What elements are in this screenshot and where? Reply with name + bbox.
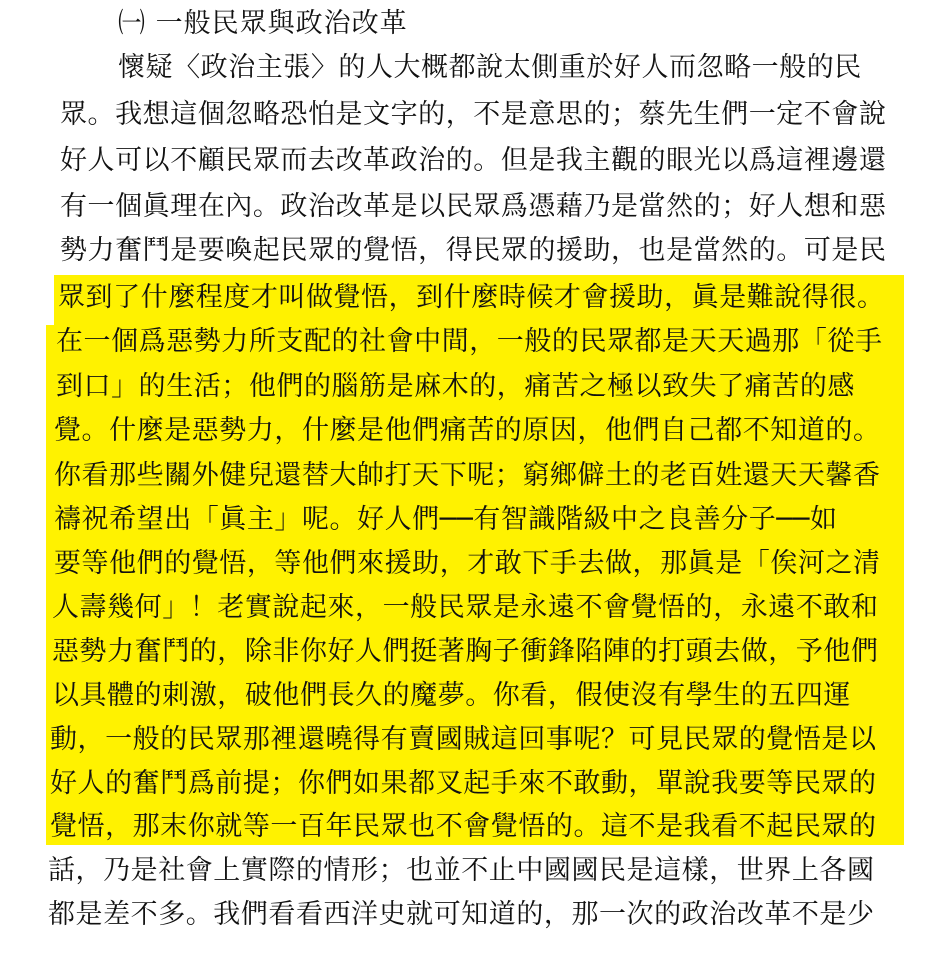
paragraph-line: 人壽幾何」！老實說起來，一般民眾是永遠不會覺悟的，永遠不敢和 bbox=[52, 592, 879, 623]
paragraph-line: 要等他們的覺悟，等他們來援助，才敢下手去做，那眞是「俟河之清 bbox=[54, 548, 881, 579]
paragraph-line: 到口」的生活；他們的腦筋是麻木的，痛苦之極以致失了痛苦的感 bbox=[56, 371, 855, 402]
paragraph-line: 覺。什麼是惡勢力，什麼是他們痛苦的原因，他們自己都不知道的。 bbox=[54, 415, 881, 446]
paragraph-line: 懷疑〈政治主張〉的人大概都說太側重於好人而忽略一般的民 bbox=[118, 52, 862, 83]
paragraph-line: 惡勢力奮鬥的，除非你好人們挺著胸子衝鋒陷陣的打頭去做，予他們 bbox=[52, 636, 879, 667]
paragraph-line: 以具體的刺激，破他們長久的魔夢。你看，假使沒有學生的五四運 bbox=[52, 680, 851, 711]
paragraph-line: 你看那些關外健兒還替大帥打天下呢；窮鄉僻土的老百姓還天天馨香 bbox=[54, 460, 881, 491]
paragraph-line: 好人的奮鬥爲前提；你們如果都叉起手來不敢動，單說我要等民眾的 bbox=[50, 768, 877, 799]
paragraph-line: 勢力奮鬥是要喚起民眾的覺悟，得民眾的援助，也是當然的。可是民 bbox=[60, 235, 887, 266]
paragraph-line: 在一個爲惡勢力所支配的社會中間，一般的民眾都是天天過那「從手 bbox=[56, 326, 883, 357]
paragraph-line: 好人可以不顧民眾而去改革政治的。但是我主觀的眼光以爲這裡邊還 bbox=[60, 145, 887, 176]
paragraph-line: 話，乃是社會上實際的情形；也並不止中國國民是這樣，世界上各國 bbox=[48, 855, 875, 886]
paragraph-line: 動，一般的民眾那裡還曉得有賣國賊這回事呢？可見民眾的覺悟是以 bbox=[50, 724, 877, 755]
paragraph-line: 眾到了什麼程度才叫做覺悟，到什麼時候才會援助，眞是難說得很。 bbox=[58, 282, 885, 313]
paragraph-line: 有一個眞理在內。政治改革是以民眾爲憑藉乃是當然的；好人想和惡 bbox=[60, 191, 887, 222]
section-heading: ㈠ 一般民眾與政治改革 bbox=[118, 8, 408, 39]
paragraph-line: 都是差不多。我們看看西洋史就可知道的，那一次的政治改革不是少 bbox=[48, 899, 875, 930]
paragraph-line: 覺悟，那末你就等一百年民眾也不會覺悟的。這不是我看不起民眾的 bbox=[50, 811, 877, 842]
paragraph-line: 眾。我想這個忽略恐怕是文字的，不是意思的；蔡先生們一定不會說 bbox=[60, 99, 887, 130]
paragraph-line: 禱祝希望出「眞主」呢。好人們──有智識階級中之良善分子──如 bbox=[54, 504, 838, 535]
